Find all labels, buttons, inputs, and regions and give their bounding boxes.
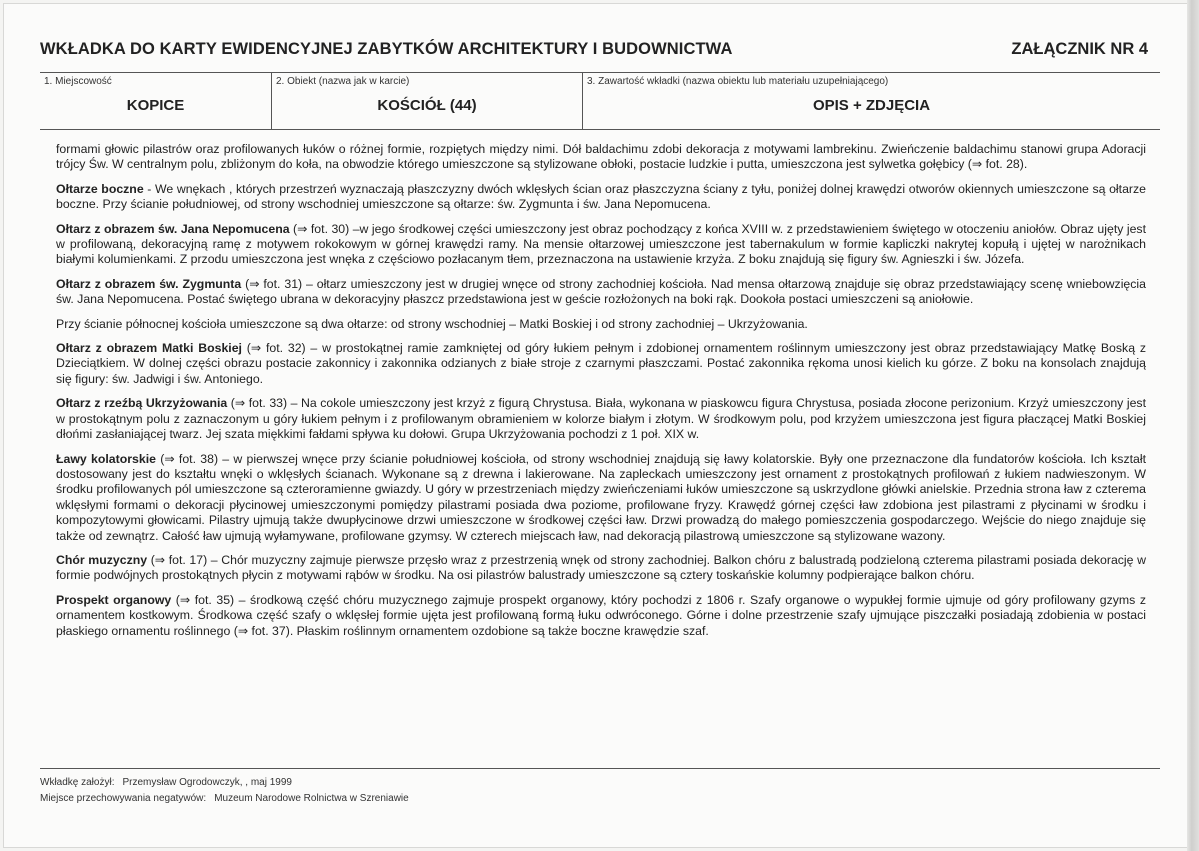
footer-divider [40,768,1160,769]
footer-storage-row [40,791,409,807]
paragraph [56,277,1146,308]
paragraph-text: (⇒ fot. 33) – Na cokole umieszczony jest krzyż z figurą Chrystusa. Biała, wykonana w piaskowcu figura Chrystusa, posiada złocone perizonium. Krzyż umieszczony jest w prostokątnym polu z zaznaczonym u góry łukiem pełnym i z profilowanym obramieniem w kolorze białym i złotym. W środkowym polu, pod krzyżem umieszczona jest figura płaczącej Matki Boskiej dłońmi zasłaniającej twarz. Jej szata miękkimi fałdami spływa ku dołowi. Grupa Ukrzyżowania pochodzi z 1 poł. XIX w. [56,396,1147,442]
field-object [272,73,583,129]
scan-edge [1187,0,1199,851]
paragraph-text: (⇒ fot. 35) – środkową część chóru muzycznego zajmuje prospekt organowy, który pochodzi z 1806 r. Szafy organowe o wypukłej formie ujmuje od góry profilowany gzyms z ornamentem kostkowym. Środkowa część szafy o wklęsłej formie ujęta jest profilowaną formą łuku odwróconego. Górne i dolne przestrzenie szafy ujmujące piszczałki posiadają zdobienia w postaci płaskiego ornamentu roślinnego (⇒ fot. 37). Płaskim roślinnym ornamentem ozdobione są także boczne krawędzie szaf. [56,592,1146,638]
paragraph-text: (⇒ fot. 38) – w pierwszej wnęce przy ścianie południowej kościoła, od strony wschodniej znajdują się ławy kolatorskie. Były one przeznaczone dla fundatorów kościoła. Ich kształt dostosowany jest do kształtu wnęki o wklęsłych ścianach. Wykonane są z drewna i lakierowane. Na zapleckach umieszczony jest ornament z prostokątnych profilowań z łukiem nadwieszonym. W środku profilowanych pól umieszczone są czteroramienne gwiazdy. U góry w przestrzeniach między zwieńczeniami łuków umieszczone są uskrzydlone główki anielskie. Przednia strona ław z czterema wklęsłymi formami o dekoracji płycinowej umieszczonymi pomiędzy pilastrami posiada dwa poziome, profilowane fryzy. Krawędź górnej części ław zdobiona jest pilastrami z płycinami w środku i kompozytowymi głowicami. Pilastry ujmują także dwupłycinowe drzwi umieszczone w środkowej części ław. Drzwi prowadzą do małego pomieszczenia gospodarczego. Wejście do niego znajduje się także od zewnątrz. Całość ław ujmują wyłamywane, profilowane gzymsy. W czterech miejscach ław, nad dekoracją pilastrową umieszczone są stylizowane wazony. [56,451,1146,543]
paragraph [56,222,1146,268]
paragraph [56,452,1146,544]
paragraph-text: (⇒ fot. 32) – w prostokątnej ramie zamkniętej od góry łukiem pełnym i zdobionej ornamentem roślinnym umieszczony jest obraz przedstawiający Matkę Boską z Dzieciątkiem. W dolnej części obrazu postacie zakonnicy i zakonnika odzianych z białe stroje z czarnymi płaszczami. Postać zakonnika rękoma unosi kielich ku górze. Z boku na konsolach znajdują się figury: św. Jadwigi i św. Antoniego. [56,341,1146,386]
paragraph-text: formami głowic pilastrów oraz profilowanych łuków o różnej formie, rozpiętych między nimi. Dół baldachimu zdobi dekoracja z motywami lambrekinu. Zwieńczenie baldachimu stanowi grupa Adoracji trójcy Św. W centralnym polu, zbliżonym do koła, na obwodzie którego umieszczone są stylizowane obłoki, postacie ludzkie i putta, umieszczona jest sylwetka gołębicy (⇒ fot. 28). [56,142,1146,172]
document-header [40,36,1148,66]
paragraph-heading: Chór muzyczny [56,552,148,567]
paragraph-heading: Ołtarz z obrazem Matki Boskiej [56,341,242,356]
paragraph-heading: Ławy kolatorskie [56,451,156,466]
paragraph-text: Przy ścianie północnej kościoła umieszczone są dwa ołtarze: od strony wschodniej – Matki Boskiej i od strony zachodniej – Ukrzyżowania. [56,316,808,331]
storage-label: Miejsce przechowywania negatywów: [40,793,207,804]
paragraph-text: (⇒ fot. 31) – ołtarz umieszczony jest w drugiej wnęce od strony zachodniej kościoła. Nad mensa ołtarzową znajduje się obraz przedstawiający scenę wniebowzięcia św. Jana Nepomucena. Postać świętego ubrana w dekoracyjny płaszcz przedstawiona jest w geście rozłożonych na boki rąk. Dookoła postaci umieszczeni są aniołowie. [56,276,1146,307]
paragraph-heading: Prospekt organowy [56,592,172,607]
field-contents [583,73,1160,129]
field-locality [40,73,272,129]
field-label: 1. Miejscowość [44,76,112,87]
storage-value: Muzeum Narodowe Rolnictwa w Szreniawie [214,793,409,804]
field-value: KOŚCIÓŁ (44) [377,97,477,114]
paragraph [56,317,1146,332]
paragraph [56,396,1146,442]
description-body [56,142,1146,648]
annex-number: ZAŁĄCZNIK NR 4 [1011,40,1148,58]
field-value: KOPICE [126,97,185,114]
field-value: OPIS + ZDJĘCIA [812,97,931,114]
author-label: Wkładkę założył: [40,777,115,788]
paragraph-heading: Ołtarze boczne [56,181,144,196]
document-title: WKŁADKA DO KARTY EWIDENCYJNEJ ZABYTKÓW ARCHITEKTURY I BUDOWNICTWA [40,40,733,58]
document-sheet [4,4,1187,847]
document-footer [40,775,409,807]
paragraph-text: - We wnękach , których przestrzeń wyznaczają płaszczyzny dwóch wklęsłych ścian oraz płaszczyzna ściany z tyłu, poniżej dolnej krawędzi otworów okiennych umieszczone są ołtarze boczne. Przy ścianie południowej, od strony wschodniej umieszczone są ołtarze: św. Zygmunta i św. Jana Nepomucena. [56,181,1147,212]
paragraph [56,341,1146,387]
paragraph-heading: Ołtarz z rzeźbą Ukrzyżowania [56,396,228,411]
footer-author-row [40,775,409,791]
paragraph-heading: Ołtarz z obrazem św. Jana Nepomucena [56,221,290,236]
paragraph [56,593,1146,639]
author-value: Przemysław Ogrodowczyk, , maj 1999 [122,777,292,788]
paragraph [56,553,1146,584]
paragraph-text: (⇒ fot. 17) – Chór muzyczny zajmuje pierwsze przęsło wraz z przestrzenią wnęk od strony zachodniej. Balkon chóru z balustradą podzieloną czterema pilastrami posiada dekorację w formie podwójnych prostokątnych płycin z motywami rąbów w środku. Na osi pilastrów balustrady umieszczone są cztery toskańskie kolumny podpierające balkon chóru. [56,552,1146,583]
paragraph [56,142,1146,173]
metadata-fields [40,72,1160,130]
field-label: 2. Obiekt (nazwa jak w karcie) [276,76,410,87]
paragraph-text: (⇒ fot. 30) –w jego środkowej części umieszczony jest obraz pochodzący z końca XVIII w. z przedstawieniem świętego w otoczeniu aniołów. Obraz ujęty jest w profilowaną, dekoracyjną ramę z motywem rokokowym w górnej krawędzi ramy. Na mensie ołtarzowej umieszczone jest tabernakulum w formie kapliczki nakrytej kopułą i ujętej w narożnikach białymi kolumienkami. Z przodu umieszczona jest wnęka z częściowo pozłacanym tłem, przeznaczona na ustawienie krzyża. Z boku znajdują się figury św. Agnieszki i św. Józefa. [56,221,1146,267]
paragraph-heading: Ołtarz z obrazem św. Zygmunta [56,276,242,291]
field-label: 3. Zawartość wkładki (nazwa obiektu lub materiału uzupełniającego) [587,76,889,87]
paragraph [56,182,1146,213]
